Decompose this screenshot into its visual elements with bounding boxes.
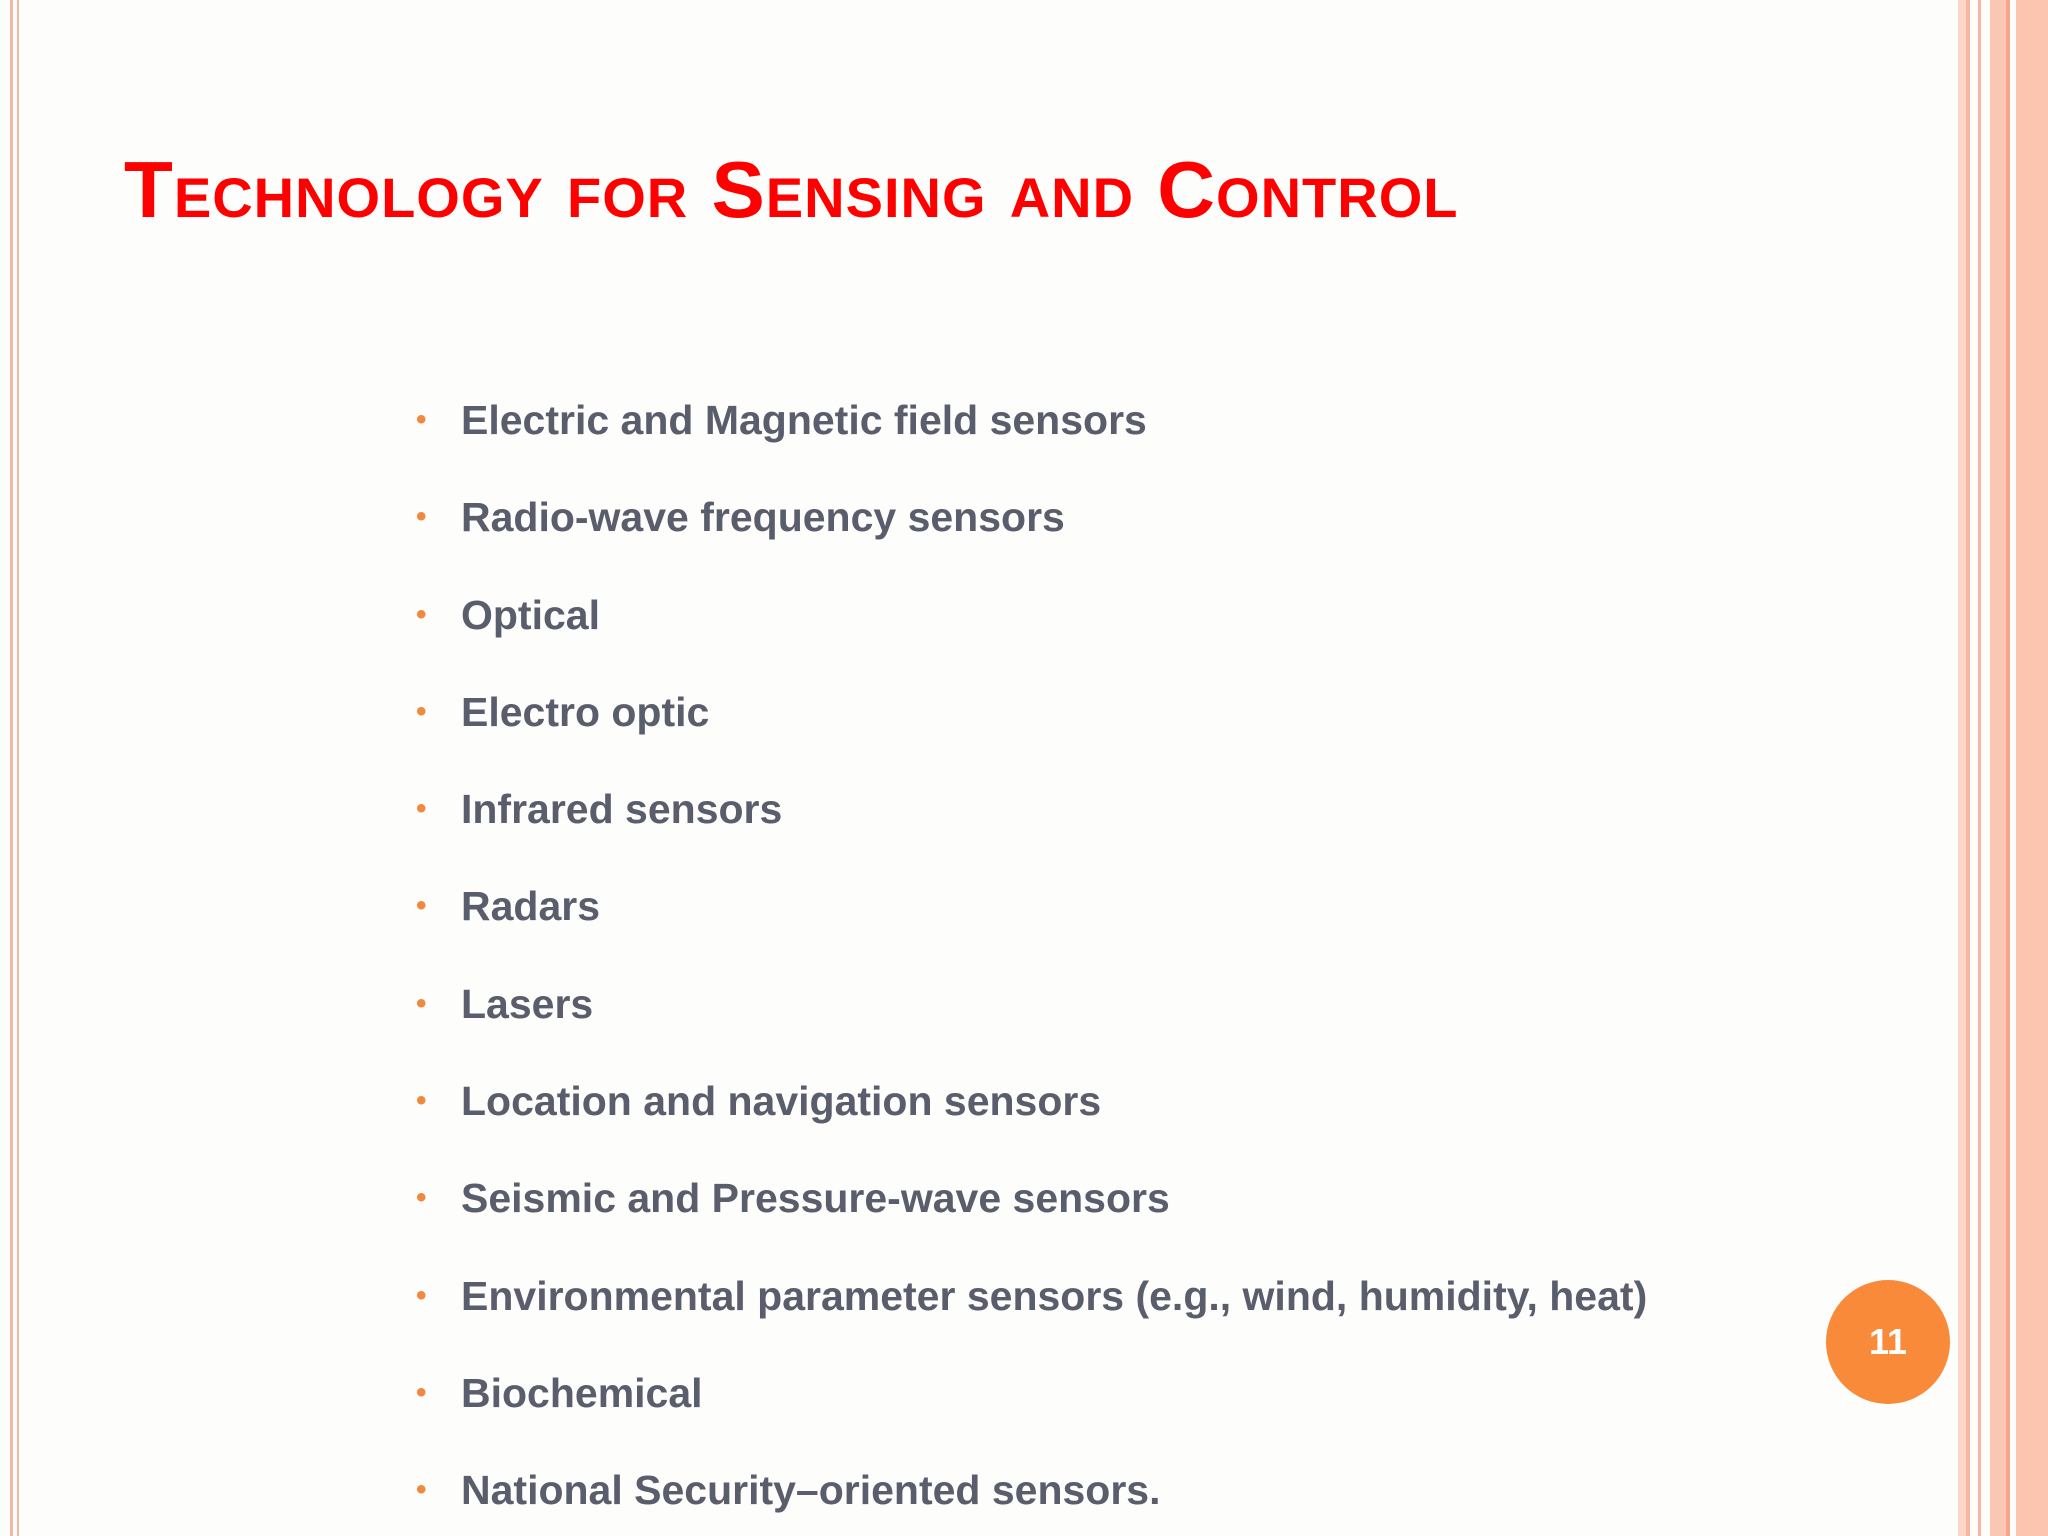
bullet-icon: • [416,1181,427,1215]
list-item-text: Infrared sensors [461,786,783,833]
bullet-icon: • [416,889,427,923]
right-border-stripe [1978,0,1981,1536]
list-item-text: Electric and Magnetic field sensors [461,397,1147,443]
bullet-icon: • [416,1473,427,1507]
list-item-text: Location and navigation sensors [461,1078,1102,1125]
list-item-text: Radio-wave frequency sensors [461,494,1065,541]
bullet-icon: • [416,597,427,631]
slide-title: Technology for Sensing and Control [124,145,1459,234]
bullet-icon: • [416,792,427,826]
list-item-text: Biochemical [461,1369,703,1416]
right-border-stripe [2016,0,2048,1536]
right-border-stripe [1966,0,1970,1536]
bullet-icon: • [416,1375,427,1409]
right-border-stripe [2006,0,2010,1536]
bullet-icon: • [416,986,427,1020]
page-number-badge [1826,1280,1950,1404]
left-border-line [10,0,13,1536]
bullet-icon: • [416,1084,427,1118]
list-item-text: Radars [461,883,601,930]
list-item-text: Optical [461,591,600,638]
list-item-text: Electro optic [461,688,710,735]
bullet-icon: • [416,403,427,436]
bullet-icon: • [416,500,427,534]
page-number: 11 [1868,1321,1908,1362]
bullet-icon: • [416,694,427,728]
right-border-stripe [1958,0,1966,1536]
list-item-text: Environmental parameter sensors (e.g., wind, humidity, heat) [461,1272,1648,1319]
list-item-text: National Security–oriented sensors. [461,1467,1161,1514]
bullet-icon: • [416,1278,427,1312]
list-item-text: Seismic and Pressure-wave sensors [461,1175,1170,1222]
left-border-line [17,0,19,1536]
right-border-stripe [1990,0,2006,1536]
list-item-text: Lasers [461,980,594,1027]
